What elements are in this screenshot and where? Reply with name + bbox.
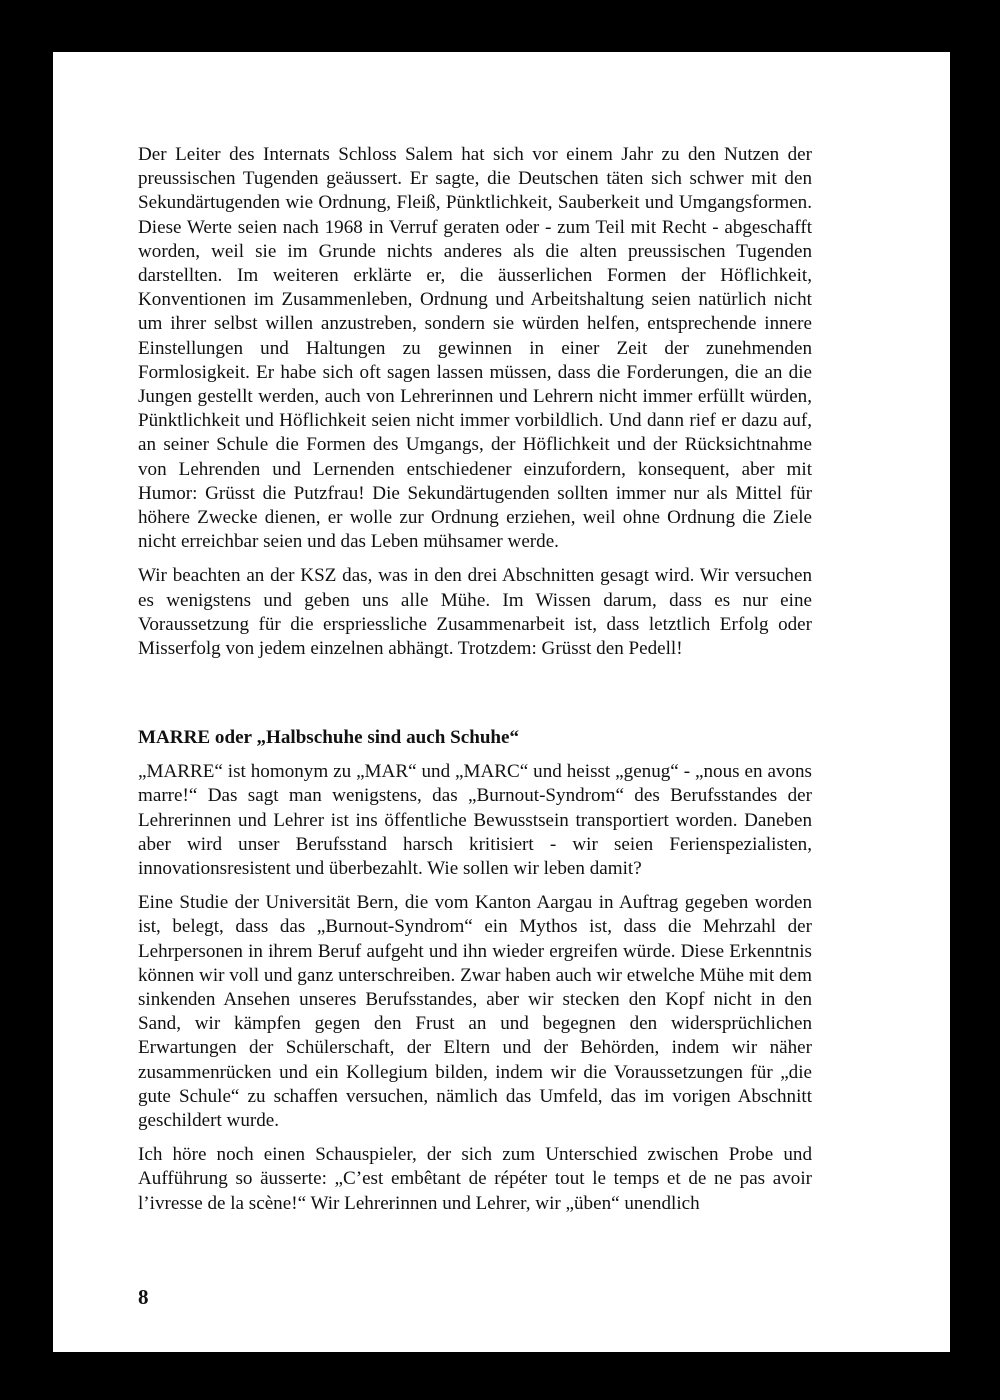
paragraph-salem: Der Leiter des Internats Schloss Salem hat sich vor einem Jahr zu den Nutzen der preussischen Tugenden geäussert. Er sagte, die Deutschen täten sich schwer mit den Sekundärtugenden wie Ordnung, Fleiß, Pünktlichkeit, Sauberkeit und Umgangsformen. Diese Werte seien nach 1968 in Verruf geraten oder - zum Teil mit Recht - abgeschafft worden, weil sie im Grunde nichts anderes als die alten preussischen Tugenden darstellten. Im weiteren erklärte er, die äusserlichen Formen der Höflichkeit, Konventionen im Zusammenleben, Ordnung und Arbeitshaltung seien natürlich nicht um ihrer selbst willen anzustreben, sondern sie würden helfen, entsprechende innere Einstellungen und Haltungen zu gewinnen in einer Zeit der zunehmenden Formlosigkeit. Er habe sich oft sagen lassen müssen, dass die Forderungen, die an die Jungen gestellt werden, auch von Lehrerinnen und Lehrern nicht immer erfüllt würden, Pünktlichkeit und Höflichkeit seien nicht immer vorbildlich. Und dann rief er dazu auf, an seiner Schule die Formen des Umgangs, der Höflichkeit und der Rücksichtnahme von Lehrenden und Lernenden entschiedener einzufordern, konsequent, aber mit Humor: Grüsst die Putzfrau! Die Sekundärtugenden sollten immer nur als Mittel für höhere Zwecke dienen, er wolle zur Ordnung erziehen, weil ohne Ordnung die Ziele nicht erreichbar seien und das Leben mühsamer werde. — [138, 144, 812, 553]
section-preussische-tugenden — [138, 143, 812, 671]
paragraph-schauspieler: Ich höre noch einen Schauspieler, der sich zum Unterschied zwischen Probe und Aufführung so äusserte: „C’est embêtant de répéter tout le temps et de ne pas avoir l’ivresse de la scène!“ Wir Lehrerinnen und Lehrer, wir „üben“ unendlich — [138, 1144, 812, 1214]
section-marre — [138, 726, 812, 1226]
page-number: 8 — [138, 1285, 149, 1309]
paragraph-studie-bern: Eine Studie der Universität Bern, die vom Kanton Aargau in Auftrag gegeben worden ist, belegt, dass das „Burnout-Syndrom“ ein Mythos ist, dass die Mehrzahl der Lehrpersonen in ihrem Beruf aufgeht und ihn wieder ergreifen würde. Diese Erkenntnis können wir voll und ganz unterschreiben. Zwar haben auch wir etwelche Mühe mit dem sinkenden Ansehen unseres Berufsstandes, aber wir stecken den Kopf nicht in den Sand, wir kämpfen gegen den Frust an und begegnen den widersprüchlichen Erwartungen der Schülerschaft, der Eltern und der Behörden, indem wir näher zusammenrücken und ein Kollegium bilden, indem wir die Voraussetzungen für „die gute Schule“ zu schaffen versuchen, nämlich das Umfeld, das im vorigen Abschnitt geschildert wurde. — [138, 892, 812, 1132]
section-heading: MARRE oder „Halbschuhe sind auch Schuhe“ — [138, 727, 520, 748]
document-page — [53, 52, 950, 1352]
paragraph-ksz: Wir beachten an der KSZ das, was in den drei Abschnitten gesagt wird. Wir versuchen es wenigstens und geben uns alle Mühe. Im Wissen darum, dass es nur eine Voraussetzung für die erspriessliche Zusammenarbeit ist, dass letztlich Erfolg oder Misserfolg von jedem einzelnen abhängt. Trotzdem: Grüsst den Pedell! — [138, 565, 812, 660]
paragraph-marre: „MARRE“ ist homonym zu „MAR“ und „MARC“ und heisst „genug“ - „nous en avons marre!“ Das sagt man wenigstens, das „Burnout-Syndrom“ des Berufsstandes der Lehrerinnen und Lehrer ist ins öffentliche Bewusstsein transportiert worden. Daneben aber wird unser Berufsstand harsch kritisiert - wir seien Ferienspezialisten, innovationsresistent und überbezahlt. Wie sollen wir leben damit? — [138, 761, 812, 880]
